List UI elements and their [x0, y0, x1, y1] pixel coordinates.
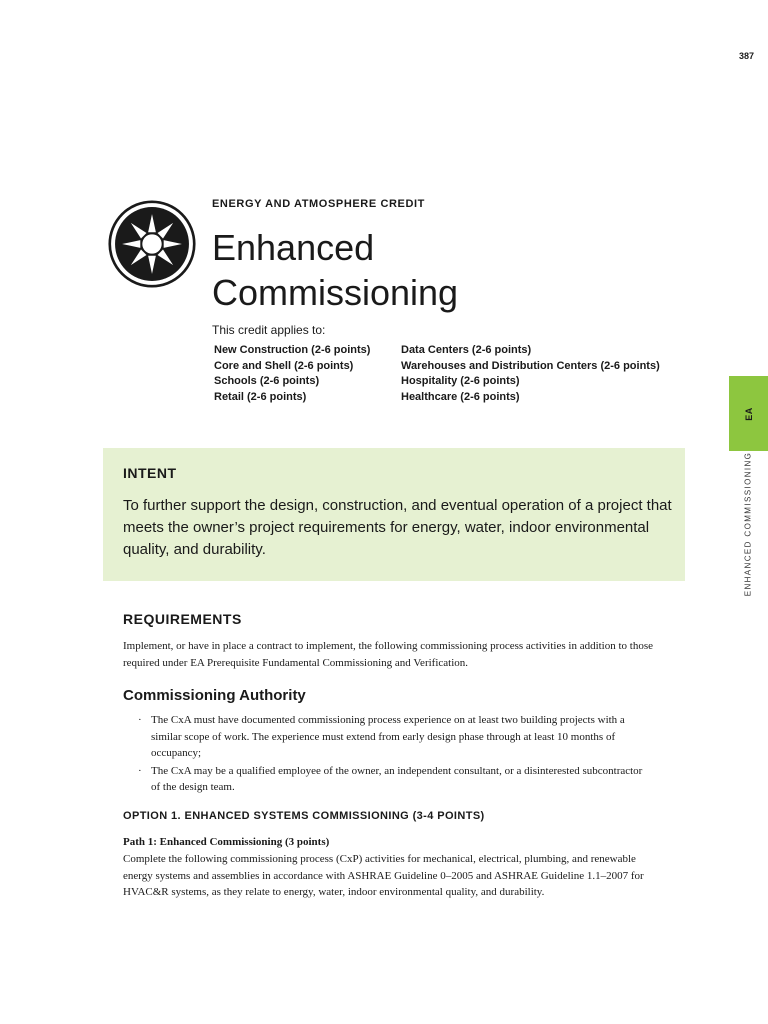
commissioning-authority-heading: Commissioning Authority [123, 687, 306, 704]
credit-title-line-1: Enhanced [212, 227, 375, 268]
rating-system-item: Data Centers (2-6 points) [401, 344, 532, 356]
credit-title-line-2: Commissioning [212, 272, 459, 313]
bullet-marker: · [138, 764, 142, 777]
applies-to-label: This credit applies to: [212, 323, 326, 337]
path-1-heading: Path 1: Enhanced Commissioning (3 points) [123, 836, 330, 848]
running-section-title: ENHANCED COMMISSIONING [743, 451, 753, 597]
section-tab-ea [729, 376, 768, 451]
requirements-intro: Implement, or have in place a contract to implement, the following commissioning process activities in addition to those required under EA Prerequisite Fundamental Commissioning and Verification. [123, 640, 654, 669]
rating-system-item: Schools (2-6 points) [214, 375, 320, 387]
rating-system-item: Core and Shell (2-6 points) [214, 359, 354, 372]
list-item [123, 763, 653, 796]
path-1-text: Complete the following commissioning process (CxP) activities for mechanical, electrical, plumbing, and renewable energy systems and assemblies in accordance with ASHRAE Guideline 0–2005 and ASHRAE Guideline 1.1–2007 for HVAC&R systems, as they relate to energy, water, indoor environmental quality, and durability. [123, 853, 644, 898]
commissioning-authority-list [123, 712, 653, 796]
list-item [123, 712, 653, 762]
rating-systems-right-column [401, 343, 660, 405]
section-tab-label: EA [743, 406, 754, 421]
intent-heading: INTENT [123, 465, 177, 481]
option-1-heading: OPTION 1. ENHANCED SYSTEMS COMMISSIONING (3-4 POINTS) [123, 810, 485, 822]
requirements-heading: REQUIREMENTS [123, 611, 242, 627]
rating-system-item: Hospitality (2-6 points) [401, 375, 520, 387]
page-number: 387 [738, 51, 754, 61]
rating-system-item: Healthcare (2-6 points) [401, 390, 520, 403]
credit-title [212, 225, 458, 315]
rating-system-item: New Construction (2-6 points) [214, 344, 371, 356]
intent-text: To further support the design, construction, and eventual operation of a project that meets the owner’s project requirements for energy, water, indoor environmental quality, and durability. [123, 497, 672, 558]
bullet-marker: · [138, 714, 142, 726]
rating-systems-left-column [214, 343, 370, 405]
intent-box [103, 448, 685, 581]
list-item-text: The CxA may be a qualified employee of the owner, an independent consultant, or a disinterested subcontractor of the design team. [151, 764, 643, 793]
list-item-text: The CxA must have documented commissioning process experience on at least two building projects with a similar scope of work. The experience must extend from early design phase through at least 10 months of occupancy; [151, 714, 625, 759]
rating-system-item: Warehouses and Distribution Centers (2-6 points) [401, 359, 660, 372]
energy-atmosphere-sun-icon [108, 200, 196, 288]
credit-category: ENERGY AND ATMOSPHERE CREDIT [212, 198, 425, 210]
rating-system-item: Retail (2-6 points) [214, 390, 307, 403]
